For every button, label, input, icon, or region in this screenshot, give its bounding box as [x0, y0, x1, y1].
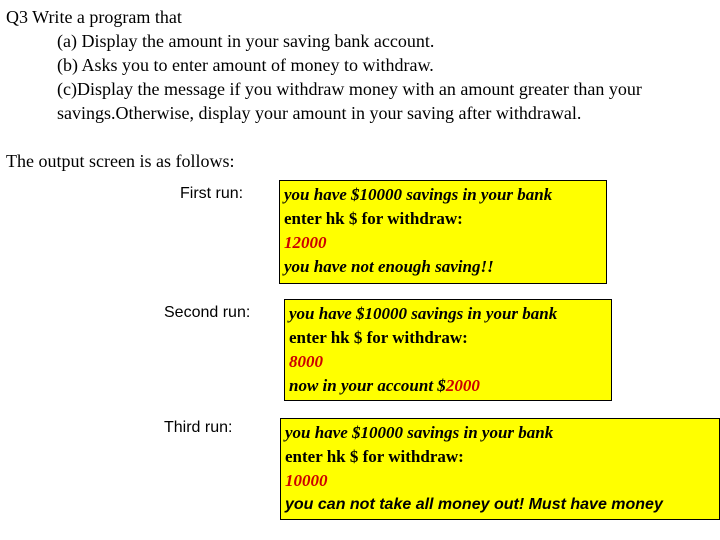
third-run-input-value: 10000 — [285, 471, 328, 490]
first-run-input-value: 12000 — [284, 233, 327, 252]
first-run-label: First run: — [180, 185, 244, 202]
first-run-result-line: you have not enough saving!! — [284, 257, 494, 276]
third-run-result-line: you can not take all money out! Must have money — [285, 496, 663, 513]
second-run-savings-line: you have $10000 savings in your bank — [289, 304, 558, 323]
third-run-output-box — [280, 418, 720, 520]
second-run-output-box — [284, 299, 612, 401]
first-run-output-box — [279, 180, 607, 284]
question-line-a: (a) Display the amount in your saving bank account. — [57, 31, 435, 51]
second-run-result-prefix: now in your account $ — [289, 376, 446, 395]
question-line-b: (b) Asks you to enter amount of money to withdraw. — [57, 55, 434, 75]
first-run-savings-line: you have $10000 savings in your bank — [284, 185, 553, 204]
second-run-result-line — [289, 374, 611, 398]
first-run-prompt-line: enter hk $ for withdraw: — [284, 209, 463, 228]
question-title: Q3 Write a program that — [6, 7, 182, 27]
second-run-prompt-line: enter hk $ for withdraw: — [289, 328, 468, 347]
second-run-input-value: 8000 — [289, 352, 323, 371]
question-line-c: (c)Display the message if you withdraw money with an amount greater than your — [57, 79, 642, 99]
second-run-result-amount: 2000 — [445, 376, 480, 395]
third-run-label: Third run: — [164, 419, 233, 436]
third-run-savings-line: you have $10000 savings in your bank — [285, 423, 554, 442]
second-run-label: Second run: — [164, 304, 251, 321]
question-line-c-continued: savings.Otherwise, display your amount in your saving after withdrawal. — [57, 103, 582, 123]
output-intro: The output screen is as follows: — [6, 151, 235, 171]
third-run-prompt-line: enter hk $ for withdraw: — [285, 447, 464, 466]
